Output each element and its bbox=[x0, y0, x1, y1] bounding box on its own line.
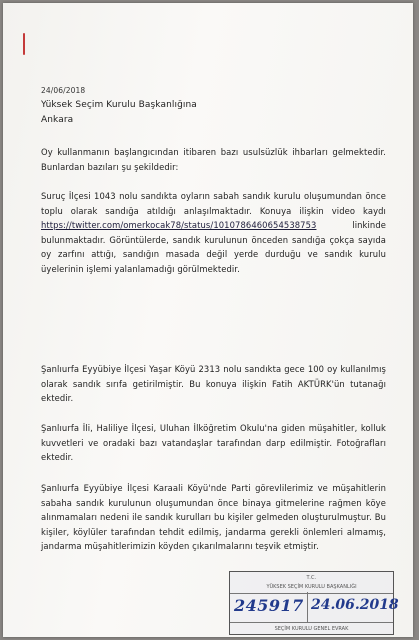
stamp-divider bbox=[230, 593, 393, 594]
recipient-line-2: Ankara bbox=[41, 115, 74, 125]
red-pen-mark bbox=[23, 33, 25, 55]
received-stamp bbox=[229, 571, 399, 635]
document-page bbox=[3, 3, 413, 637]
paragraph-2 bbox=[41, 189, 386, 276]
recipient-line-1: Yüksek Seçim Kurulu Başkanlığına bbox=[41, 100, 197, 110]
stamp-column-divider bbox=[307, 592, 308, 622]
paragraph-2-rest: linkinde bulunmaktadır. Görüntülerde, sandık kurulunun önceden sandığa çokça sayıda oy zarfını attığı, sandığın masada değil yerde durduğu ve sandık kurulu üyelerinin işlemi yalanlamadığı görülmektedir. bbox=[41, 220, 386, 274]
stamp-handwritten-date: 24.06.2018 bbox=[311, 597, 399, 613]
paragraph-2-intro: Suruç İlçesi 1043 nolu sandıkta oyların sabah sandık kurulu oluşumundan önce toplu olarak sandığa atıldığı anlaşılmaktadır. Konuya ilişkin video kaydı bbox=[41, 191, 386, 216]
paragraph-4: Şanlıurfa İli, Haliliye İlçesi, Uluhan İlköğretim Okulu'na giden müşahitler, kolluk kuvvetleri ve oradaki bazı vatandaşlar tarafından darp edilmiştir. Fotoğrafları ektedir. bbox=[41, 423, 386, 462]
paragraph-3: Şanlıurfa Eyyübiye İlçesi Yaşar Köyü 2313 nolu sandıkta gece 100 oy kullanılmış olarak sandık sırıfa getirilmiştir. Bu konuya ilişkin Fatih AKTÜRK'ün tutanağı ektedir. bbox=[41, 364, 386, 403]
recipient-block bbox=[41, 98, 386, 128]
stamp-header-line-2: YÜKSEK SEÇİM KURULU BAŞKANLIĞI bbox=[266, 584, 357, 590]
stamp-header-line-1: T.C. bbox=[306, 575, 317, 581]
paragraph-1: Oy kullanmanın başlangıcından itibaren bazı usulsüzlük ihbarları gelmektedir. Bunlardan bazıları şu şekildedir: bbox=[41, 147, 386, 172]
letter-date: 24/06/2018 bbox=[41, 86, 86, 95]
stamp-footer: SEÇİM KURULU GENEL EVRAK bbox=[274, 626, 349, 632]
stamp-handwritten-number: 245917 bbox=[234, 596, 304, 615]
video-link[interactable]: https://twitter.com/omerkocak78/status/1010786460654538753 bbox=[41, 220, 317, 230]
stamp-divider-bottom bbox=[230, 622, 393, 623]
paragraph-5: Şanlıurfa Eyyübiye İlçesi Karaali Köyü'nde Parti görevlilerimiz ve müşahitlerin sabaha sandık kurulunun oluşumundan önce binaya gitmelerine rağmen köye alınmamaları nedeni ile sandık kurulları bu kişiler gelmeden oluşturulmuştur. Bu kişiler, köylüler tarafından tehdit edilmiş, jandarma gerekli önlemleri almamış, jandarma müşahitlerimizin köyden çıkarılmalarını teşvik etmiştir. bbox=[41, 483, 386, 551]
